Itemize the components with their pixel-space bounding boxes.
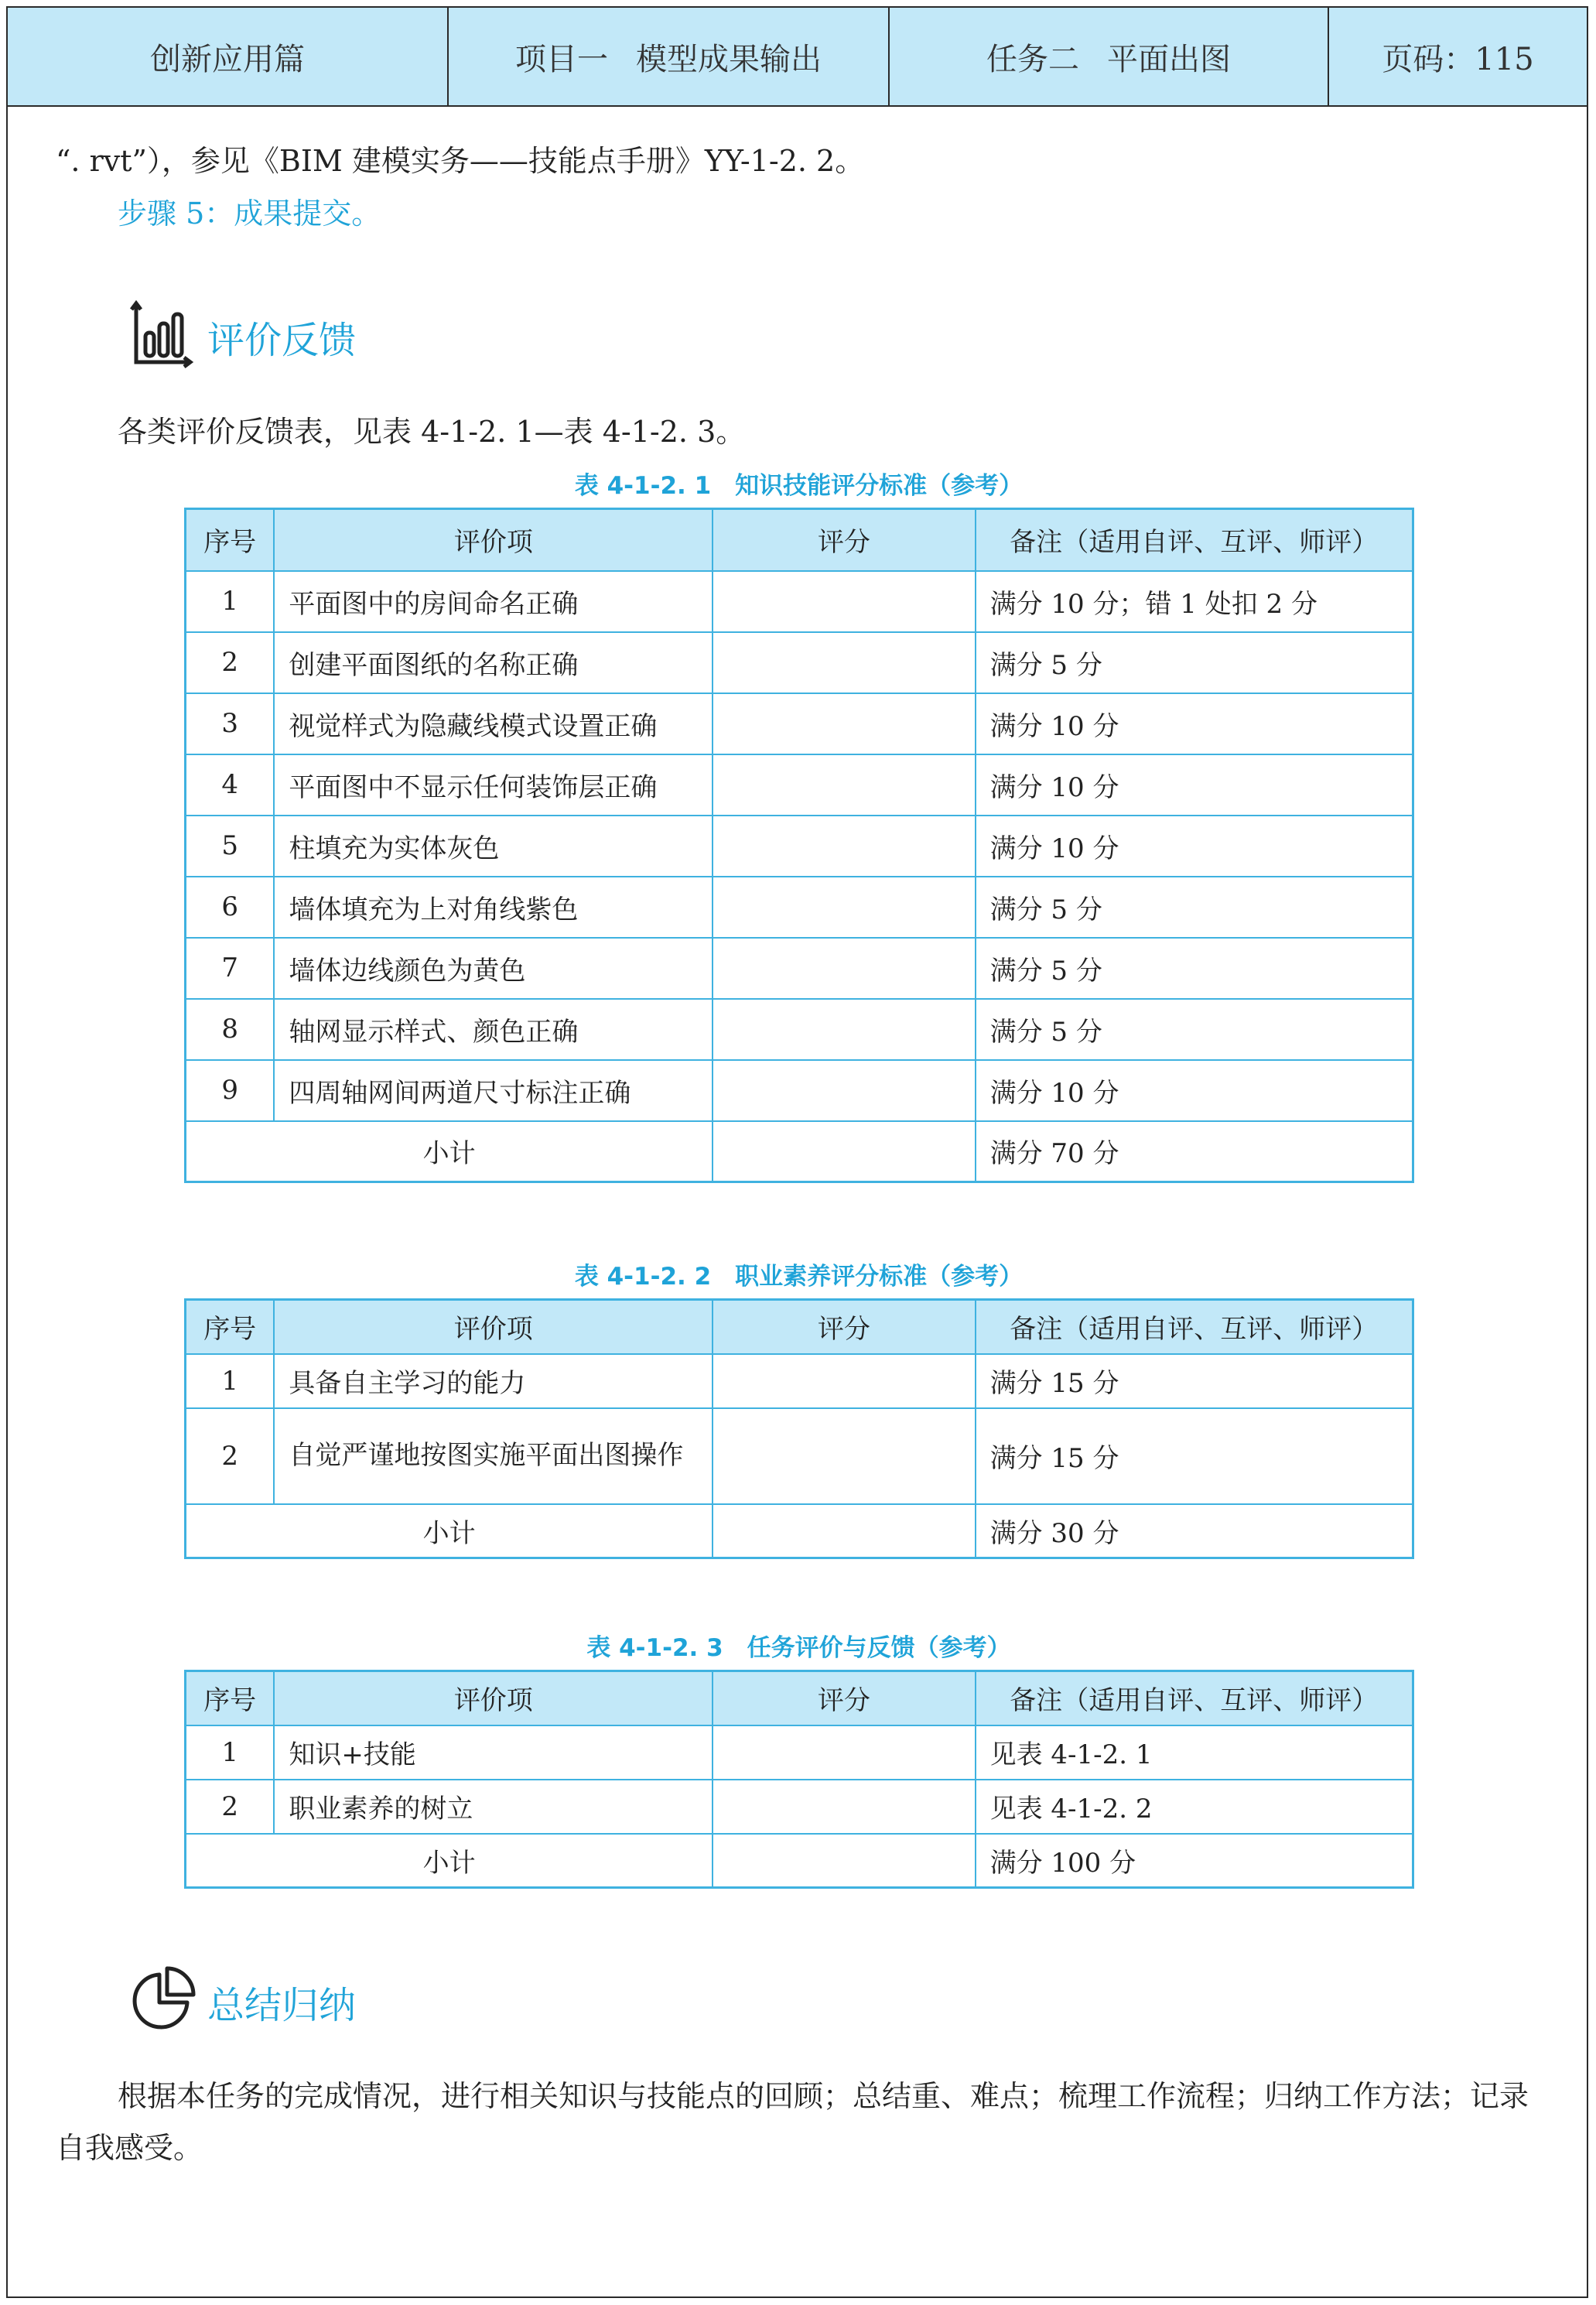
subtotal-note: 满分 30 分 [976, 1504, 1413, 1558]
row-score-cell[interactable] [713, 754, 975, 816]
row-note: 满分 15 分 [976, 1408, 1413, 1504]
col-no: 序号 [186, 1300, 275, 1354]
row-score-cell[interactable] [713, 999, 975, 1060]
subtotal-row [186, 1834, 1413, 1888]
row-no: 2 [186, 632, 275, 693]
table2-header-row [186, 1300, 1413, 1354]
subtotal-label: 小计 [186, 1121, 713, 1182]
header-task-no: 任务二 [986, 41, 1079, 77]
step-5-label: 步骤 5：成果提交。 [118, 197, 381, 231]
header-task-name: 平面出图 [1107, 41, 1231, 77]
feedback-section-heading [128, 300, 356, 373]
row-note: 满分 10 分 [976, 754, 1413, 816]
row-no: 5 [186, 816, 275, 877]
table-row [186, 1060, 1413, 1121]
row-no: 9 [186, 1060, 275, 1121]
col-note: 备注（适用自评、互评、师评） [976, 1671, 1413, 1725]
row-note: 满分 15 分 [976, 1354, 1413, 1408]
row-no: 6 [186, 877, 275, 938]
row-score-cell[interactable] [713, 632, 975, 693]
row-score-cell[interactable] [713, 1354, 975, 1408]
col-score: 评分 [713, 509, 975, 571]
row-item: 自觉严谨地按图实施平面出图操作 [274, 1408, 713, 1504]
table2-caption: 表 4-1-2. 2 职业素养评分标准（参考） [574, 1263, 1024, 1291]
table3-caption: 表 4-1-2. 3 任务评价与反馈（参考） [586, 1634, 1011, 1662]
subtotal-label: 小计 [186, 1504, 713, 1558]
row-note: 满分 10 分 [976, 693, 1413, 754]
col-score: 评分 [713, 1671, 975, 1725]
table-row [186, 999, 1413, 1060]
row-no: 7 [186, 938, 275, 999]
table1-caption: 表 4-1-2. 1 知识技能评分标准（参考） [574, 472, 1024, 500]
header-project-no: 项目一 [515, 41, 608, 77]
col-note: 备注（适用自评、互评、师评） [976, 1300, 1413, 1354]
row-no: 4 [186, 754, 275, 816]
table-row [186, 1408, 1413, 1504]
header-part-label: 创新应用篇 [150, 41, 305, 77]
row-score-cell[interactable] [713, 1408, 975, 1504]
col-item: 评价项 [274, 1671, 713, 1725]
row-note: 见表 4-1-2. 2 [976, 1780, 1413, 1834]
row-item: 柱填充为实体灰色 [274, 816, 713, 877]
col-note: 备注（适用自评、互评、师评） [976, 509, 1413, 571]
table-row [186, 693, 1413, 754]
row-score-cell[interactable] [713, 938, 975, 999]
page-header [8, 8, 1587, 107]
row-item: 轴网显示样式、颜色正确 [274, 999, 713, 1060]
row-item: 具备自主学习的能力 [274, 1354, 713, 1408]
subtotal-row [186, 1121, 1413, 1182]
row-note: 满分 10 分 [976, 816, 1413, 877]
subtotal-score-cell[interactable] [713, 1121, 975, 1182]
col-score: 评分 [713, 1300, 975, 1354]
table-row [186, 1780, 1413, 1834]
row-item: 平面图中不显示任何装饰层正确 [274, 754, 713, 816]
table-row [186, 1354, 1413, 1408]
header-project [449, 8, 890, 105]
summary-section-heading [128, 1965, 356, 2038]
col-no: 序号 [186, 1671, 275, 1725]
subtotal-row [186, 1504, 1413, 1558]
col-item: 评价项 [274, 509, 713, 571]
table-row [186, 571, 1413, 632]
table3-header-row [186, 1671, 1413, 1725]
summary-paragraph: 根据本任务的完成情况，进行相关知识与技能点的回顾；总结重、难点；梳理工作流程；归纳工作方法；记录自我感受。 [56, 2079, 1529, 2165]
table-row [186, 816, 1413, 877]
table3 [184, 1670, 1414, 1889]
row-note: 满分 5 分 [976, 938, 1413, 999]
row-no: 1 [186, 1725, 275, 1780]
row-note: 满分 5 分 [976, 877, 1413, 938]
summary-section-title: 总结归纳 [207, 1983, 357, 2027]
row-note: 满分 10 分；错 1 处扣 2 分 [976, 571, 1413, 632]
row-score-cell[interactable] [713, 877, 975, 938]
table2 [184, 1298, 1414, 1559]
subtotal-score-cell[interactable] [713, 1834, 975, 1888]
page-number: 页码：115 [1382, 41, 1534, 77]
row-note: 见表 4-1-2. 1 [976, 1725, 1413, 1780]
row-item: 四周轴网间两道尺寸标注正确 [274, 1060, 713, 1121]
row-no: 3 [186, 693, 275, 754]
row-score-cell[interactable] [713, 571, 975, 632]
header-task [890, 8, 1329, 105]
feedback-description: 各类评价反馈表，见表 4-1-2. 1—表 4-1-2. 3。 [118, 415, 746, 449]
row-score-cell[interactable] [713, 1060, 975, 1121]
subtotal-score-cell[interactable] [713, 1504, 975, 1558]
row-score-cell[interactable] [713, 816, 975, 877]
row-score-cell[interactable] [713, 1780, 975, 1834]
feedback-section-title: 评价反馈 [207, 318, 357, 362]
row-score-cell[interactable] [713, 693, 975, 754]
subtotal-note: 满分 70 分 [976, 1121, 1413, 1182]
row-no: 1 [186, 571, 275, 632]
header-part [8, 8, 449, 105]
row-note: 满分 5 分 [976, 632, 1413, 693]
col-item: 评价项 [274, 1300, 713, 1354]
pie-chart-icon [128, 1965, 198, 2038]
row-score-cell[interactable] [713, 1725, 975, 1780]
table1 [184, 508, 1414, 1183]
page-frame [6, 6, 1588, 2298]
table-row [186, 754, 1413, 816]
header-page [1329, 8, 1587, 105]
row-no: 2 [186, 1780, 275, 1834]
subtotal-note: 满分 100 分 [976, 1834, 1413, 1888]
intro-line: “. rvt”），参见《BIM 建模实务——技能点手册》YY-1-2. 2。 [56, 144, 865, 178]
row-item: 平面图中的房间命名正确 [274, 571, 713, 632]
row-item: 墙体填充为上对角线紫色 [274, 877, 713, 938]
header-project-name: 模型成果输出 [636, 41, 822, 77]
table-row [186, 632, 1413, 693]
table-row [186, 938, 1413, 999]
row-item: 创建平面图纸的名称正确 [274, 632, 713, 693]
table-row [186, 1725, 1413, 1780]
table-row [186, 877, 1413, 938]
row-no: 2 [186, 1408, 275, 1504]
bar-chart-icon [128, 300, 198, 373]
row-item: 墙体边线颜色为黄色 [274, 938, 713, 999]
row-note: 满分 10 分 [976, 1060, 1413, 1121]
row-no: 1 [186, 1354, 275, 1408]
row-note: 满分 5 分 [976, 999, 1413, 1060]
row-item: 职业素养的树立 [274, 1780, 713, 1834]
subtotal-label: 小计 [186, 1834, 713, 1888]
row-item: 知识+技能 [274, 1725, 713, 1780]
col-no: 序号 [186, 509, 275, 571]
row-item: 视觉样式为隐藏线模式设置正确 [274, 693, 713, 754]
row-no: 8 [186, 999, 275, 1060]
table1-header-row [186, 509, 1413, 571]
